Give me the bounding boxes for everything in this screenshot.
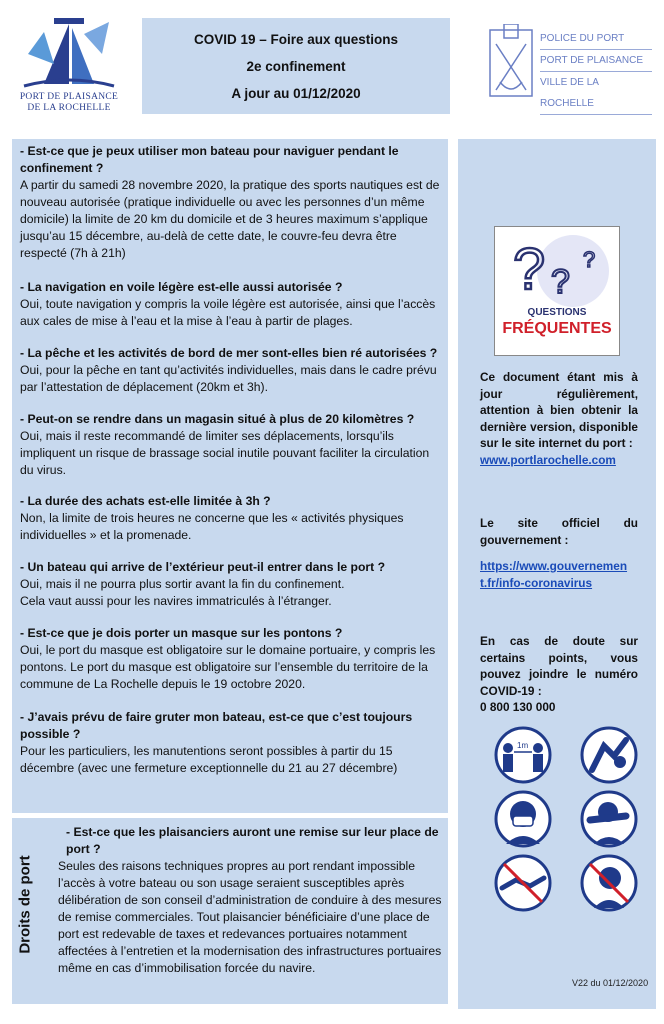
port-logo-caption: PORT DE PLAISANCE DE LA ROCHELLE [19,92,119,113]
port-website-link[interactable]: www.portlarochelle.com [480,452,616,467]
no-handshake-pictogram [494,854,552,912]
faq-image-line2: FRÉQUENTES [502,320,612,337]
faq-item [20,345,440,396]
faq-panel [12,139,448,813]
page-subtitle: 2e confinement [246,59,346,74]
faq-item [20,709,440,777]
mask-pictogram [494,790,552,848]
faq-answer: Oui, toute navigation y compris la voile légère est autorisée, ainsi que l’accès aux cales de mise à l’eau et la mise à l’eau à partir de plages. [20,297,436,328]
faq-item [20,279,440,330]
port-fees-question: - Est-ce que les plaisanciers auront une remise sur leur place de port ? [66,825,439,856]
faq-answer: Non, la limite de trois heures ne concerne que les « activités physiques individuelles » et la promenade. [20,511,404,542]
faq-item [20,143,440,262]
no-handshake-icon [494,854,552,912]
police-port-logo-icon [486,24,536,104]
port-logo-icon [14,14,124,92]
faq-answer: Oui, mais il ne pourra plus sortir avant la fin du confinement. Cela vaut aussi pour les navires immatriculés à l’étranger. [20,577,345,608]
faq-question: - Un bateau qui arrive de l’extérieur peut-il entrer dans le port ? [20,560,386,574]
police-port-logo [486,24,652,109]
faq-answer: Oui, pour la pêche en tant qu’activités individuelles, mais dans le cadre prévu par l’attestation de déplacement (20km et 3h). [20,363,437,394]
distance-pictogram [494,726,552,784]
faq-item [20,559,440,610]
faq-answer: A partir du samedi 28 novembre 2020, la pratique des sports nautiques est de nouveau autorisée (pratique individuelle ou avec les personnes d’un même domicile) la limite de 20 km du domicile et de 3 heures maximum s’applique jusqu’au 15 décembre, au-delà de cette date, le couvre-feu devra être respecté (7h à 21h) [20,178,440,260]
port-fees-item [58,824,442,977]
port-fees-vertical-label: Droits de port [16,855,34,954]
svg-text:?: ? [583,247,596,272]
faq-question: - La pêche et les activités de bord de mer sont-elles bien ré autorisées ? [20,346,438,360]
port-fees-panel [12,818,448,1004]
mask-icon [494,790,552,848]
covid-phone: 0 800 130 000 [480,700,556,714]
port-fees-answer: Seules des raisons techniques propres au port rendant impossible l’accès à votre bateau ou son usage seraient susceptibles après délibération de son conseil d’administration de conduire à des mesures de remise commerciales. Tout plaisancier bénéficiaire d’une place de port est redevable de taxes et redevances portuaires notamment affectées à l’entretien et la modernisation des infrastructures portuaires même en cas d’immobilisation forcée du navire. [58,859,442,975]
covid-hotline-notice: En cas de doute sur certains points, vous pouvez joindre le numéro COVID-19 : 0 800 130 000 [480,634,638,714]
sneeze-elbow-icon [580,790,638,848]
no-face-touch-pictogram [580,854,638,912]
cough-pictogram [580,726,638,784]
faq-item [20,493,440,544]
port-logo [14,14,124,114]
update-notice: Ce document étant mis à jour régulièrement, attention à bien obtenir la dernière version, disponible sur le site internet du port : www.portlarochelle.com [480,370,638,467]
faq-question: - J’avais prévu de faire gruter mon bateau, est-ce que c’est toujours possible ? [20,710,413,741]
faq-answer: Pour les particuliers, les manutentions seront possibles à partir du 15 décembre (avec une fermeture exceptionnelle du 21 au 27 décembre) [20,744,398,775]
no-face-touch-icon [580,854,638,912]
title-box [142,18,450,114]
question-marks-icon [495,227,619,307]
government-link[interactable]: https://www.gouvernemen t.fr/info-coronavirus [480,559,628,590]
faq-answer: Oui, mais il reste recommandé de limiter ses déplacements, lorsqu’ils impliquent un risque de brassage social inutile pouvant faciliter la circulation du virus. [20,429,430,477]
faq-question: - La durée des achats est-elle limitée à 3h ? [20,494,271,508]
faq-question: - La navigation en voile légère est-elle aussi autorisée ? [20,280,343,294]
sneeze-pictogram [580,790,638,848]
faq-image [494,226,620,356]
svg-text:?: ? [551,263,570,301]
update-date: A jour au 01/12/2020 [231,86,361,101]
faq-answer: Oui, le port du masque est obligatoire sur le domaine portuaire, y compris les pontons. Le port du masque est obligatoire sur l’ensemble du territoire de la commune de La Rochelle depuis le 19 octobre 2020. [20,643,436,691]
faq-image-line1: QUESTIONS [527,307,587,318]
faq-item [20,625,440,693]
faq-question: - Peut-on se rendre dans un magasin situé à plus de 20 kilomètres ? [20,412,415,426]
cough-elbow-icon [580,726,638,784]
distance-icon [494,726,552,784]
page-title: COVID 19 – Foire aux questions [193,32,399,47]
version-label: V22 du 01/12/2020 [572,978,649,988]
faq-question: - Est-ce que je peux utiliser mon bateau pour naviguer pendant le confinement ? [20,144,399,175]
police-port-text: POLICE DU PORT PORT DE PLAISANCE VILLE DE LA ROCHELLE [540,28,652,115]
government-notice: Le site officiel du gouvernement : https://www.gouvernemen t.fr/info-coronavirus [480,516,638,590]
faq-question: - Est-ce que je dois porter un masque sur les pontons ? [20,626,343,640]
svg-text:?: ? [513,237,546,302]
svg-text:1m: 1m [517,741,529,750]
faq-item [20,411,440,479]
